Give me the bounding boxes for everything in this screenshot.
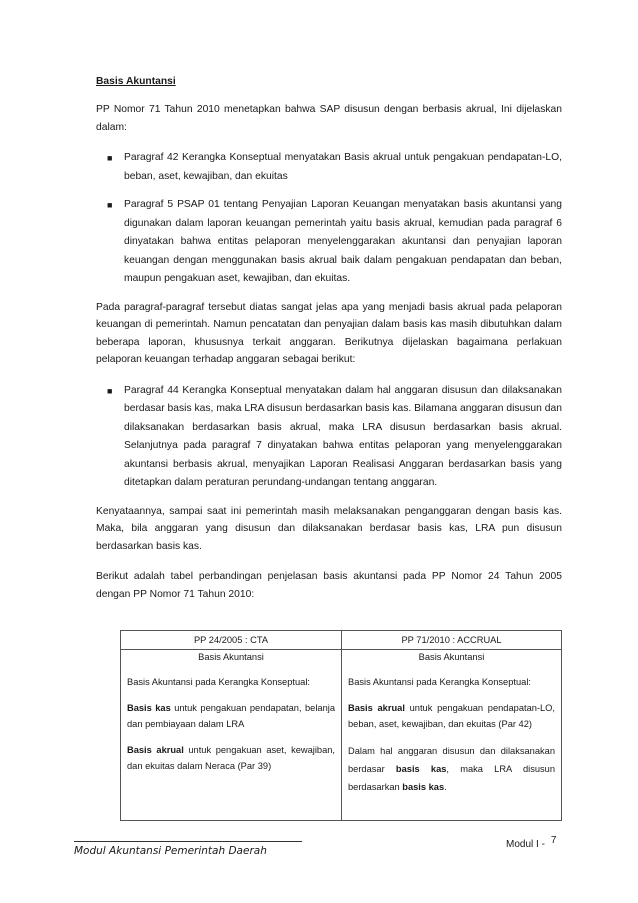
cell-basis-akrual: Basis akrual untuk pengakuan pendapatan-LO, beban, aset, kewajiban, dan ekuitas (Par 42) bbox=[348, 703, 555, 729]
paragraph-3: Kenyataannya, sampai saat ini pemerintah masih melaksanakan penganggaran dengan basis kas. Maka, bila anggaran yang disusun dan dilaksanakan berdasar basis kas, LRA pun disusun berdasarkan basis kas. bbox=[96, 505, 562, 552]
list-item: ■ Paragraf 5 PSAP 01 tentang Penyajian Laporan Keuangan menyatakan basis akuntansi yang digunakan dalam laporan keuangan pemerintah yaitu basis akrual, kemudian pada paragraf 6 dinyatakan bahwa entitas pelaporan menyelenggarakan akuntansi dan penyajian laporan keuangan dengan menggunakan basis akrual baik dalam pengakuan pendapatan dan beban, maupun pengakuan aset, kewajiban, dan ekuitas. bbox=[96, 196, 562, 289]
table-cell-pp24 bbox=[121, 650, 342, 821]
cell-anggaran-note: Dalam hal anggaran disusun dan dilaksanakan berdasar basis kas, maka LRA disusun berdasarkan basis kas. bbox=[348, 746, 555, 792]
paragraph-4: Berikut adalah tabel perbandingan penjelasan basis akuntansi pada PP Nomor 24 Tahun 2005 dengan PP Nomor 71 Tahun 2010: bbox=[96, 571, 562, 600]
document-body bbox=[96, 76, 562, 616]
intro-paragraph: PP Nomor 71 Tahun 2010 menetapkan bahwa SAP disusun dengan berbasis akrual, Ini dijelaskan dalam: bbox=[96, 104, 562, 133]
table-cell-pp71 bbox=[342, 650, 562, 821]
list-item: ■ Paragraf 44 Kerangka Konseptual menyatakan dalam hal anggaran disusun dan dilaksanakan berdasar basis kas, maka LRA disusun berdasarkan basis kas. Bilamana anggaran disusun dan dilaksanakan berdasarkan basis akrual, maka LRA disusun berdasarkan basis akrual. Selanjutnya pada paragraf 7 dinyatakan bahwa entitas pelaporan yang menyelenggarakan akuntansi berbasis akrual, menyajikan Laporan Realisasi Anggaran berdasarkan basis yang ditetapkan dalam peraturan perundang-undangan tentang anggaran. bbox=[96, 382, 562, 493]
footer-title: Modul Akuntansi Pemerintah Daerah bbox=[74, 845, 267, 857]
bullet-list-1 bbox=[96, 149, 562, 289]
footer-divider bbox=[74, 841, 302, 842]
table-header-pp24: PP 24/2005 : CTA bbox=[121, 631, 342, 650]
bullet-icon: ■ bbox=[107, 385, 113, 396]
footer-page-number: Modul I - 7 bbox=[506, 835, 557, 850]
bullet-icon: ■ bbox=[107, 153, 113, 163]
cell-basis-kas: Basis kas untuk pengakuan pendapatan, belanja dan pembiayaan dalam LRA bbox=[127, 703, 335, 729]
bullet-list-2 bbox=[96, 382, 562, 493]
paragraph-2: Pada paragraf-paragraf tersebut diatas sangat jelas apa yang menjadi basis akrual pada pelaporan keuangan di pemerintah. Namun pencatatan dan penyajian dalam basis kas masih dibutuhkan dalam beberapa laporan, khususnya terkait anggaran. Berikutnya dijelaskan bagaimana perlakuan pelaporan keuangan terhadap anggaran sebagai berikut: bbox=[96, 301, 562, 365]
section-heading: Basis Akuntansi bbox=[96, 76, 176, 87]
cell-basis-akrual: Basis akrual untuk pengakuan aset, kewajiban, dan ekuitas dalam Neraca (Par 39) bbox=[127, 745, 335, 771]
comparison-table bbox=[120, 630, 562, 821]
table-header-pp71: PP 71/2010 : ACCRUAL bbox=[342, 631, 562, 650]
cell-kerangka: Basis Akuntansi pada Kerangka Konseptual: bbox=[127, 677, 310, 687]
cell-subheading: Basis Akuntansi bbox=[198, 652, 264, 662]
bullet-icon: ■ bbox=[107, 200, 113, 210]
cell-subheading: Basis Akuntansi bbox=[418, 652, 485, 662]
cell-kerangka: Basis Akuntansi pada Kerangka Konseptual: bbox=[348, 677, 531, 687]
list-item: ■ Paragraf 42 Kerangka Konseptual menyatakan Basis akrual untuk pengakuan pendapatan-LO, beban, aset, kewajiban, dan ekuitas bbox=[96, 149, 562, 186]
